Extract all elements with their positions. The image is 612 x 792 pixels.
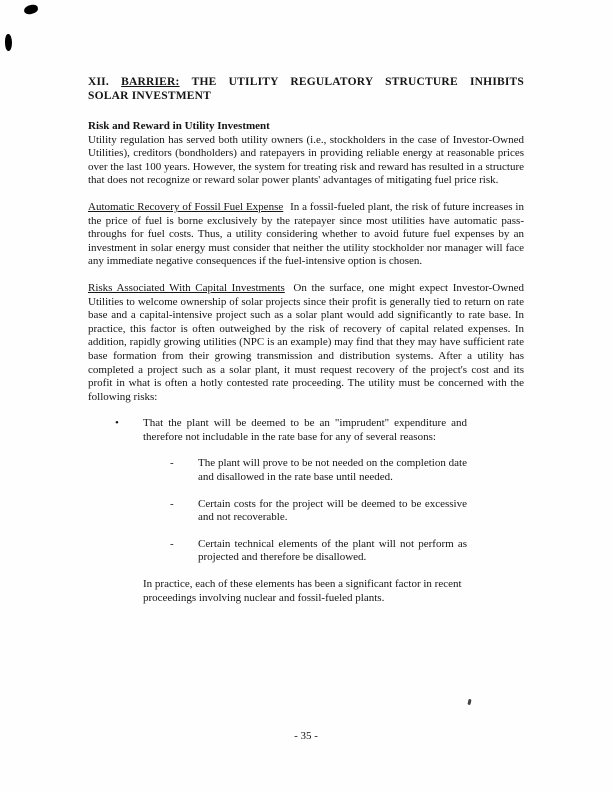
section-title-line2: SOLAR INVESTMENT: [88, 89, 212, 102]
section-title-line1: [88, 76, 524, 90]
list-subitem-technical-elements: [88, 538, 467, 565]
list-item-imprudent: [88, 417, 467, 444]
dash-marker: -: [170, 457, 174, 470]
dash-marker: -: [170, 497, 174, 510]
title-number: XII.: [88, 76, 109, 88]
paragraph-lead-auto-recovery: Automatic Recovery of Fossil Fuel Expense: [88, 200, 284, 213]
list-subitem-text: Certain costs for the project will be deemed to be excessive and not recoverable.: [198, 497, 467, 524]
paragraph-auto-recovery: [88, 201, 524, 269]
paragraph-lead-capital-risks: Risks Associated With Capital Investments: [88, 281, 285, 294]
dash-marker: -: [170, 537, 174, 550]
list-subitem-text: The plant will prove to be not needed on the completion date and disallowed in the rate base until needed.: [198, 457, 467, 484]
title-barrier-label: BARRIER:: [121, 76, 180, 88]
paragraph-text-auto-recovery: In a fossil-fueled plant, the risk of future increases in the price of fuel is borne exclusively by the ratepayer since most utilities have automatic pass-throughs for fuel costs. Thus, a utility considering whether to avoid future fuel expenses by an investment in solar energy must consider that neither the utility stockholder nor manager will face any immediate negative consequences if the fuel-intensive option is chosen.: [88, 200, 524, 268]
subsection-heading: Risk and Reward in Utility Investment: [88, 120, 270, 132]
list-item-text: That the plant will be deemed to be an "imprudent" expenditure and therefore not includable in the rate base for any of several reasons:: [143, 417, 467, 443]
scan-artifact: [467, 699, 471, 705]
list-subitem-text: Certain technical elements of the plant will not perform as projected and therefore be disallowed.: [198, 537, 467, 564]
paragraph-capital-risks: [88, 282, 524, 404]
section-title: [88, 76, 524, 103]
scan-artifact: [23, 4, 38, 15]
paragraph-risk-reward: Utility regulation has served both utility owners (i.e., stockholders in the case of Investor-Owned Utilities), creditors (bondholders) and ratepayers in providing reliable energy at reasonable prices over the last 100 years. However, the system for treating risk and reward has resulted in a structure that does not recognize or reward solar power plants' advantages of mitigating fuel price risk.: [88, 133, 524, 187]
paragraph-closing: In practice, each of these elements has been a significant factor in recent proceedings involving nuclear and fossil-fueled plants.: [143, 578, 462, 604]
scan-artifact: [5, 34, 12, 51]
page-number: - 35 -: [294, 730, 318, 742]
paragraph-text-capital-risks: On the surface, one might expect Investor-Owned Utilities to welcome ownership of solar projects since their profit is generally tied to return on rate base and a capital-intensive project such as a solar plant would add significantly to rate base. In practice, this factor is often outweighed by the risk of recovery of capital related expenses. In addition, rapidly growing utilities (NPC is an example) may find that they may have sufficient rate base formation from their growing transmission and distribution systems. After a utility has completed a project such as a solar plant, it must request recovery of the project's cost and its profit in what is often a hotly contested rate proceeding. The utility must be concerned with the following risks:: [88, 281, 524, 403]
list-subitem-excessive-costs: [88, 498, 467, 525]
list-subitem-not-needed: [88, 457, 467, 484]
title-rest: THE UTILITY REGULATORY STRUCTURE INHIBITS: [191, 76, 525, 88]
bullet-marker: •: [115, 417, 119, 430]
